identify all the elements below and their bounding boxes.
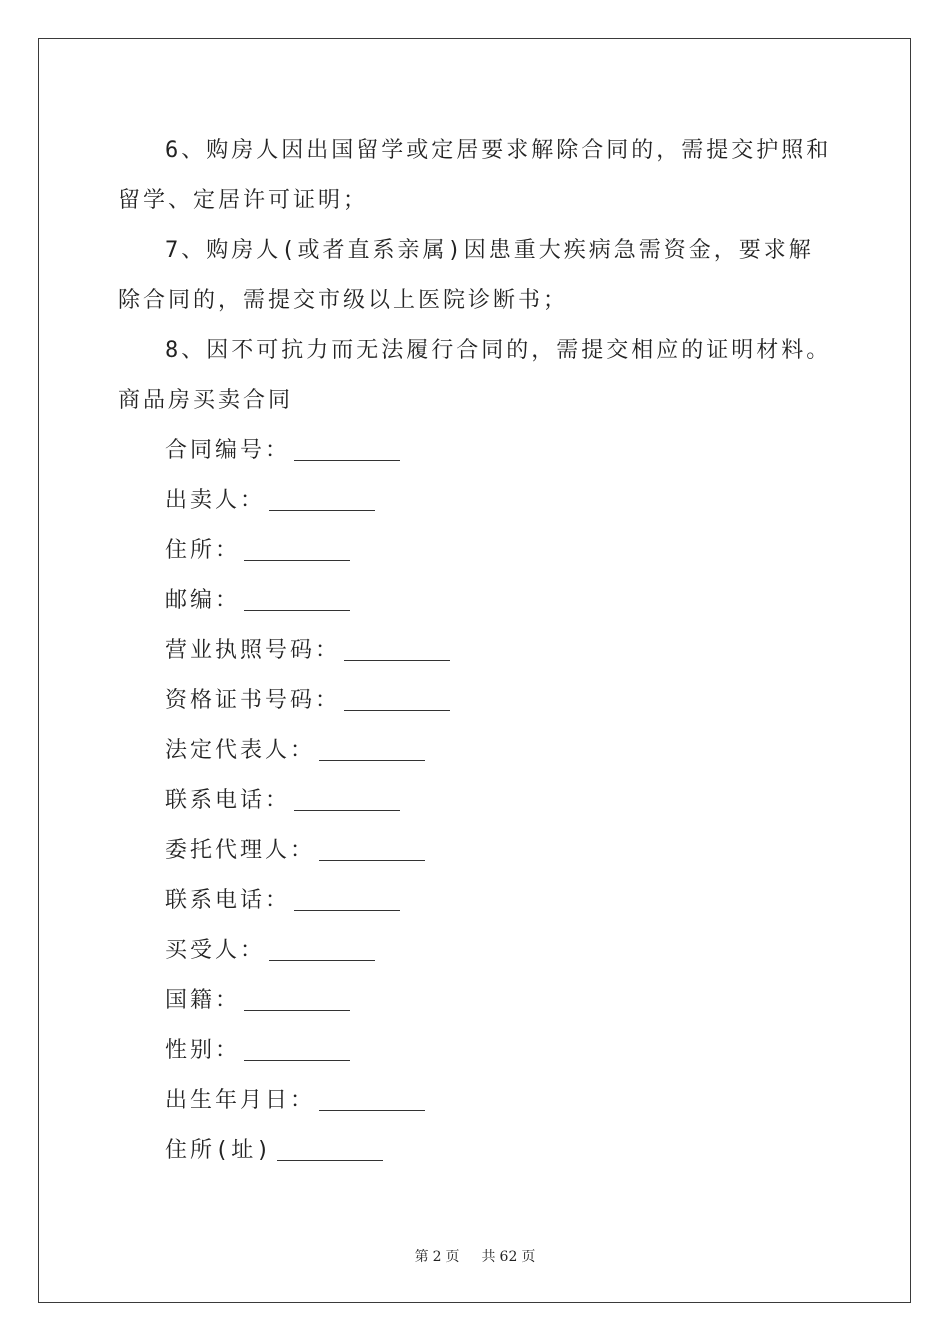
page-suffix: 页 bbox=[445, 1249, 460, 1265]
field-label: 国籍： bbox=[165, 988, 241, 1013]
field-label: 委托代理人： bbox=[165, 838, 316, 863]
field-business-license bbox=[118, 626, 838, 676]
blank-line bbox=[244, 1009, 350, 1011]
field-birth-date bbox=[118, 1076, 838, 1126]
field-label: 邮编： bbox=[165, 588, 241, 613]
field-legal-representative bbox=[118, 726, 838, 776]
field-agent bbox=[118, 826, 838, 876]
field-qualification-cert bbox=[118, 676, 838, 726]
blank-line bbox=[244, 609, 350, 611]
field-label: 资格证书号码： bbox=[165, 688, 341, 713]
blank-line bbox=[269, 509, 375, 511]
field-label: 住所(址) bbox=[165, 1138, 273, 1163]
field-seller-address bbox=[118, 526, 838, 576]
field-buyer bbox=[118, 926, 838, 976]
blank-line bbox=[319, 859, 425, 861]
blank-line bbox=[344, 659, 450, 661]
blank-line bbox=[269, 959, 375, 961]
field-label: 性别： bbox=[165, 1038, 241, 1063]
blank-line bbox=[319, 1109, 425, 1111]
field-postcode bbox=[118, 576, 838, 626]
blank-line bbox=[294, 809, 400, 811]
field-label: 买受人： bbox=[165, 938, 266, 963]
total-pages: 62 bbox=[499, 1249, 518, 1265]
field-label: 住所： bbox=[165, 538, 241, 563]
blank-line bbox=[319, 759, 425, 761]
total-suffix: 页 bbox=[521, 1249, 536, 1265]
paragraph-item-7: 7、购房人(或者直系亲属)因患重大疾病急需资金，要求解除合同的，需提交市级以上医院诊断书； bbox=[118, 238, 814, 313]
blank-line bbox=[344, 709, 450, 711]
blank-line bbox=[277, 1159, 383, 1161]
field-label: 营业执照号码： bbox=[165, 638, 341, 663]
paragraph-item-6: 6、购房人因出国留学或定居要求解除合同的，需提交护照和留学、定居许可证明； bbox=[118, 138, 832, 213]
field-label: 出卖人： bbox=[165, 488, 266, 513]
field-label: 法定代表人： bbox=[165, 738, 316, 763]
document-body bbox=[118, 126, 838, 1176]
page-prefix: 第 bbox=[414, 1249, 429, 1265]
blank-line bbox=[244, 559, 350, 561]
blank-line bbox=[294, 909, 400, 911]
field-nationality bbox=[118, 976, 838, 1026]
field-seller bbox=[118, 476, 838, 526]
page-current: 2 bbox=[432, 1249, 442, 1265]
field-label: 合同编号： bbox=[165, 438, 291, 463]
paragraph-item-8: 8、因不可抗力而无法履行合同的，需提交相应的证明材料。商品房买卖合同 bbox=[118, 338, 832, 413]
total-prefix: 共 bbox=[481, 1249, 496, 1265]
field-seller-phone bbox=[118, 776, 838, 826]
page-footer bbox=[0, 1246, 950, 1266]
field-buyer-address bbox=[118, 1126, 838, 1176]
blank-line bbox=[294, 459, 400, 461]
field-label: 出生年月日： bbox=[165, 1088, 316, 1113]
field-gender bbox=[118, 1026, 838, 1076]
field-contract-number bbox=[118, 426, 838, 476]
blank-line bbox=[244, 1059, 350, 1061]
field-agent-phone bbox=[118, 876, 838, 926]
field-label: 联系电话： bbox=[165, 788, 291, 813]
field-label: 联系电话： bbox=[165, 888, 291, 913]
